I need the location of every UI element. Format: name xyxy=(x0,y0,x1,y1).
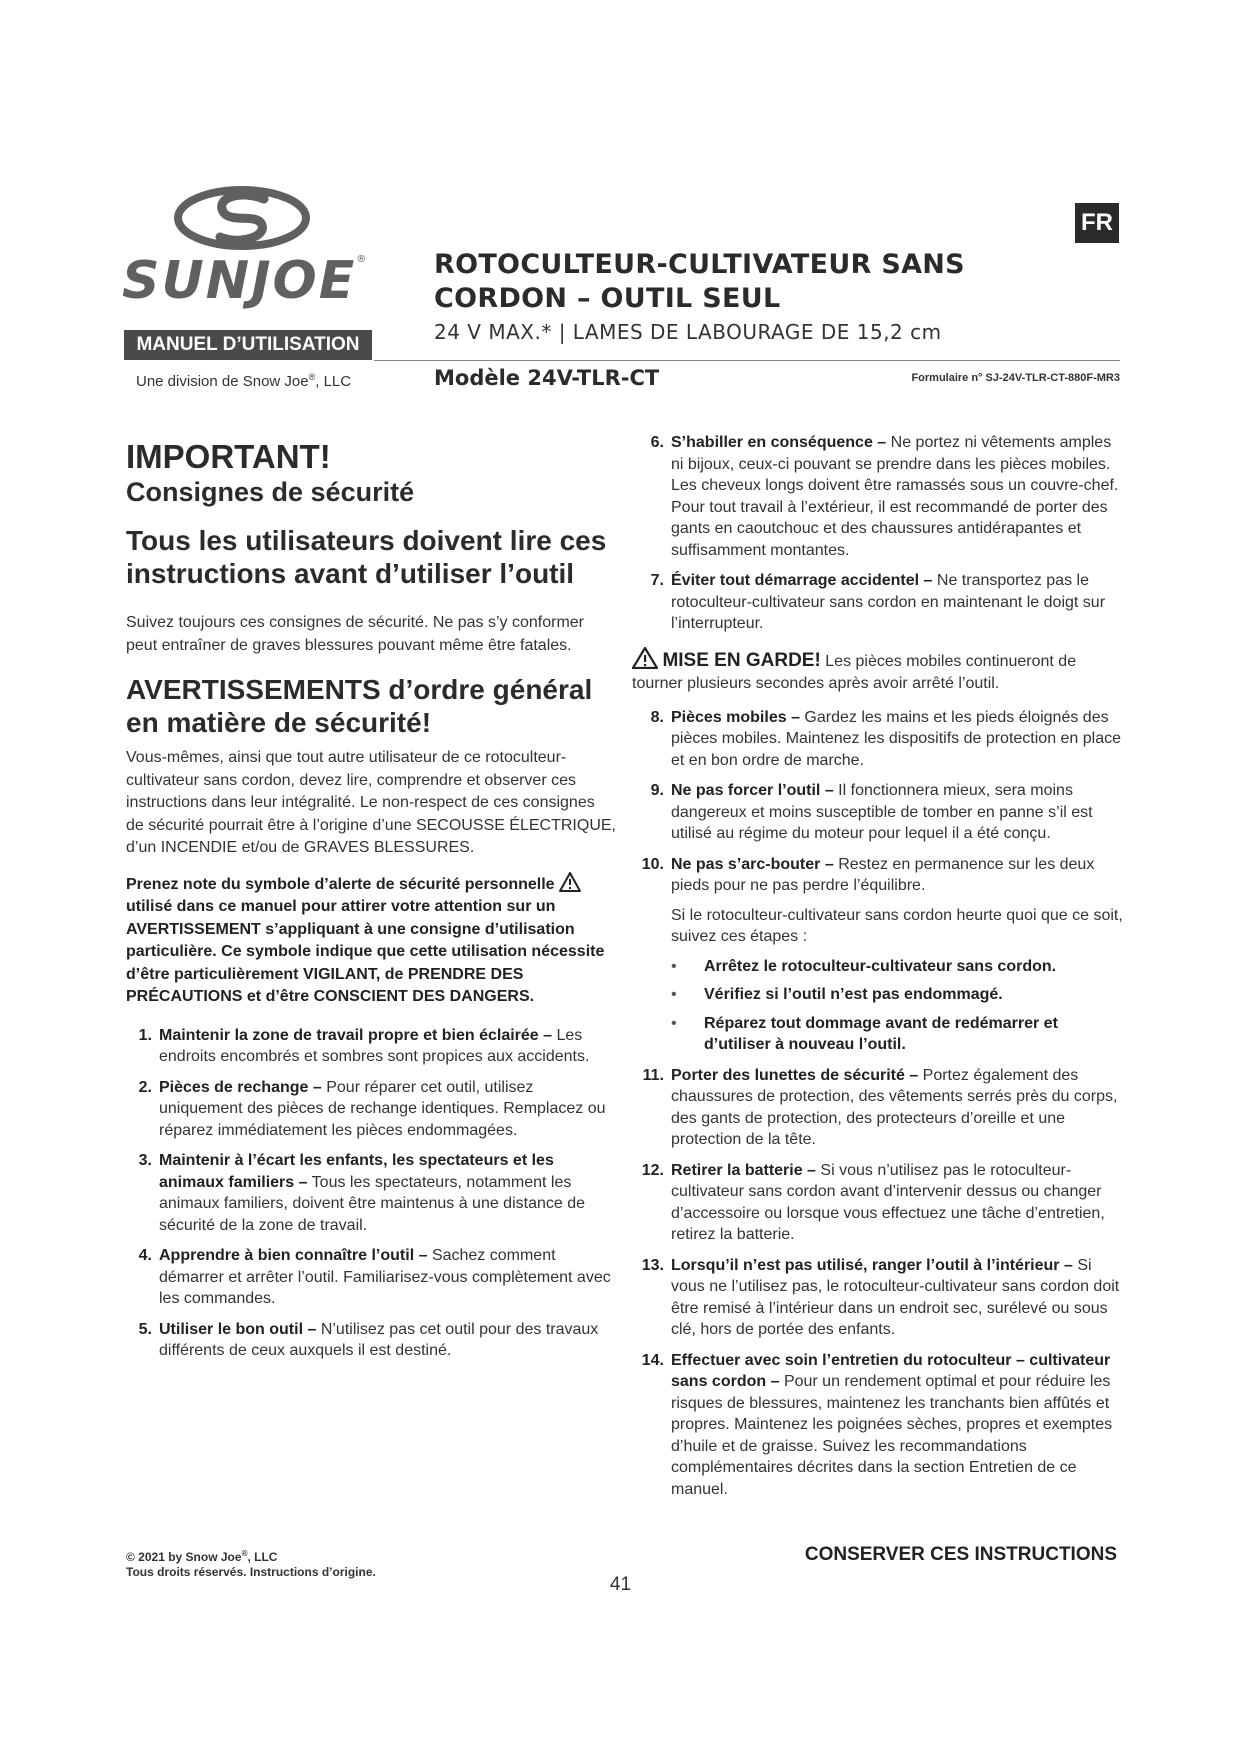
list-item: 13. Lorsqu’il n’est pas utilisé, ranger l’outil à l’intérieur – Si vous ne l’utilisez pas, le rotoculteur-cultivateur sans cordon doit être remisé à l’intérieur dans un endroit sec, surélevé ou sous clé, hors de portée des enfants. xyxy=(641,1256,1120,1338)
general-warnings-text: Vous-mêmes, ainsi que tout autre utilisateur de ce rotoculteur-cultivateur sans cordon, devez lire, comprendre et observer ces instructions dans leur intégralité. Le non-respect de ces consignes de sécurité pourrait être à l’origine d’une SECOUSSE ÉLECTRIQUE, d’un INCENDIE et/ou de GRAVES BLESSURES. xyxy=(126,749,616,856)
brand-name: SUNJOE® xyxy=(122,251,367,311)
document-subtitle: 24 V MAX.* | LAMES DE LABOURAGE DE 15,2 cm xyxy=(434,320,942,344)
right-column xyxy=(632,432,1124,1509)
warning-triangle-icon xyxy=(632,647,658,669)
safety-alert-icon xyxy=(559,872,581,892)
language-badge: FR xyxy=(1075,203,1119,243)
safety-heading: Consignes de sécurité xyxy=(126,477,415,507)
symbol-note: Prenez note du symbole d’alerte de sécurité personnelle utilisé dans ce manuel pour attirer votre attention sur un AVERTISSEMENT s’appliquant à une consigne d’utilisation particulière. Ce symbole indique que cette utilisation nécessite d’être particulièrement VIGILANT, de PRENDRE DES PRÉCAUTIONS et d’être CONSCIENT DES DANGERS. xyxy=(126,872,616,1009)
list-item: 8. Pièces mobiles – Gardez les mains et les pieds éloignés des pièces mobiles. Maintenez les dispositifs de protection en place et en bon ordre de marche. xyxy=(650,708,1122,769)
left-column xyxy=(126,438,616,1371)
safety-list-right-a xyxy=(638,432,1124,635)
safety-list-right-b xyxy=(638,707,1124,1501)
warning-title: MISE EN GARDE! xyxy=(662,649,821,671)
model-number: Modèle 24V-TLR-CT xyxy=(434,366,660,390)
list-item: 3. Maintenir à l’écart les enfants, les spectateurs et les animaux familiers – Tous les spectateurs, notamment les animaux familiers, doivent être maintenus à une distance de sécurité de la zone de travail. xyxy=(138,1152,586,1234)
list-item: 2. Pièces de rechange – Pour réparer cet outil, utilisez uniquement des pièces de rechange identiques. Remplacez ou réparez immédiatement les pièces endommagées. xyxy=(138,1078,606,1139)
important-heading: IMPORTANT! xyxy=(126,438,331,475)
keep-instructions: CONSERVER CES INSTRUCTIONS xyxy=(804,1544,1117,1565)
read-instructions-heading: Tous les utilisateurs doivent lire ces instructions avant d’utiliser l’outil xyxy=(126,525,607,589)
list-item: 9. Ne pas forcer l’outil – Il fonctionnera mieux, sera moins dangereux et moins susceptible de tomber en panne s’il est utilisé au régime du moteur pour lequel il a été conçu. xyxy=(650,782,1093,842)
list-item: 1. Maintenir la zone de travail propre et bien éclairée – Les endroits encombrés et sombres sont propices aux accidents. xyxy=(138,1026,590,1065)
page-number: 41 xyxy=(609,1574,632,1595)
document-title: ROTOCULTEUR-CULTIVATEUR SANS CORDON – OUTIL SEUL xyxy=(434,249,965,314)
bullet-item: • Arrêtez le rotoculteur-cultivateur sans cordon. xyxy=(671,957,1057,975)
steps-list xyxy=(671,956,1124,1056)
warning-callout xyxy=(632,647,1124,695)
copyright: © 2021 by Snow Joe®, LLC Tous droits réservés. Instructions d’origine. xyxy=(126,1549,376,1579)
brand-logo xyxy=(122,185,374,311)
list-item: 7. Éviter tout démarrage accidentel – Ne transportez pas le rotoculteur-cultivateur sans cordon en maintenant le doigt sur l’interrupteur. xyxy=(650,572,1106,632)
list-item: 5. Utiliser le bon outil – N’utilisez pas cet outil pour des travaux différents de ceux auxquels il est destiné. xyxy=(138,1320,599,1359)
sunjoe-swoosh-icon xyxy=(172,185,312,251)
item-extra-text: Si le rotoculteur-cultivateur sans cordon heurte quoi que ce soit, suivez ces étapes : xyxy=(671,906,1123,945)
list-item: 14. Effectuer avec soin l’entretien du rotoculteur – cultivateur sans cordon – Pour un rendement optimal et pour réduire les risques de blessures, maintenez les tranchants bien affûtés et propres. Maintenez les poignées sèches, propres et exemptes d’huile et de graisse. Suivez les recommandations complémentaires décrites dans la section Entretien de ce manuel. xyxy=(641,1351,1113,1498)
division-text: Une division de Snow Joe®, LLC xyxy=(136,372,352,390)
bullet-item: • Réparez tout dommage avant de redémarrer et d’utiliser à nouveau l’outil. xyxy=(671,1014,1058,1053)
safety-list-left xyxy=(126,1025,616,1362)
list-item: 4. Apprendre à bien connaître l’outil – Sachez comment démarrer et arrêter l’outil. Familiarisez-vous complètement avec les commandes. xyxy=(138,1247,611,1307)
bullet-item: • Vérifiez si l’outil n’est pas endommagé. xyxy=(671,986,1003,1003)
intro-paragraph: Suivez toujours ces consignes de sécurité. Ne pas s’y conformer peut entraîner de graves blessures pouvant même être fatales. xyxy=(126,614,584,654)
list-item: 11. Porter des lunettes de sécurité – Portez également des chaussures de protection, des vêtements serrés près du corps, des gants de protection, des protecteurs d’oreille et une protection de la tête. xyxy=(642,1066,1118,1148)
general-warnings-heading: AVERTISSEMENTS d’ordre général en matière de sécurité! xyxy=(126,674,593,738)
form-number: Formulaire n° SJ-24V-TLR-CT-880F-MR3 xyxy=(911,372,1120,384)
manual-label: MANUEL D’UTILISATION xyxy=(124,330,372,360)
list-item: 6. S’habiller en conséquence – Ne portez ni vêtements amples ni bijoux, ceux-ci pouvant se prendre dans les pièces mobiles. Les cheveux longs doivent être ramassés sous un couvre-chef. Pour tout travail à l’extérieur, il est recommandé de porter des gants en caoutchouc et des chaussures antidérapantes et suffisamment montantes. xyxy=(650,434,1119,559)
header-divider xyxy=(374,360,1120,361)
list-item: 10. Ne pas s’arc-bouter – Restez en permanence sur les deux pieds pour ne pas perdre l’équilibre. Si le rotoculteur-cultivateur sans cordon heurte quoi que ce soit, suivez ces étapes : • Arrêtez le rotoculteur-cultivateur sans cordon. • Vérifiez si l’outil n’est pas endommagé. • Réparez tout dommage avant de redémarrer et d’utiliser à nouveau l’outil. xyxy=(638,854,1124,1056)
list-item: 12. Retirer la batterie – Si vous n’utilisez pas le rotoculteur-cultivateur sans cordon avant d’intervenir dessus ou changer d’accessoire ou lorsque vous effectuez une tâche d’entretien, retirez la batterie. xyxy=(641,1161,1105,1243)
warning-text: Les pièces mobiles continueront de tourner plusieurs secondes après avoir arrêté l’outil. xyxy=(632,652,1077,692)
